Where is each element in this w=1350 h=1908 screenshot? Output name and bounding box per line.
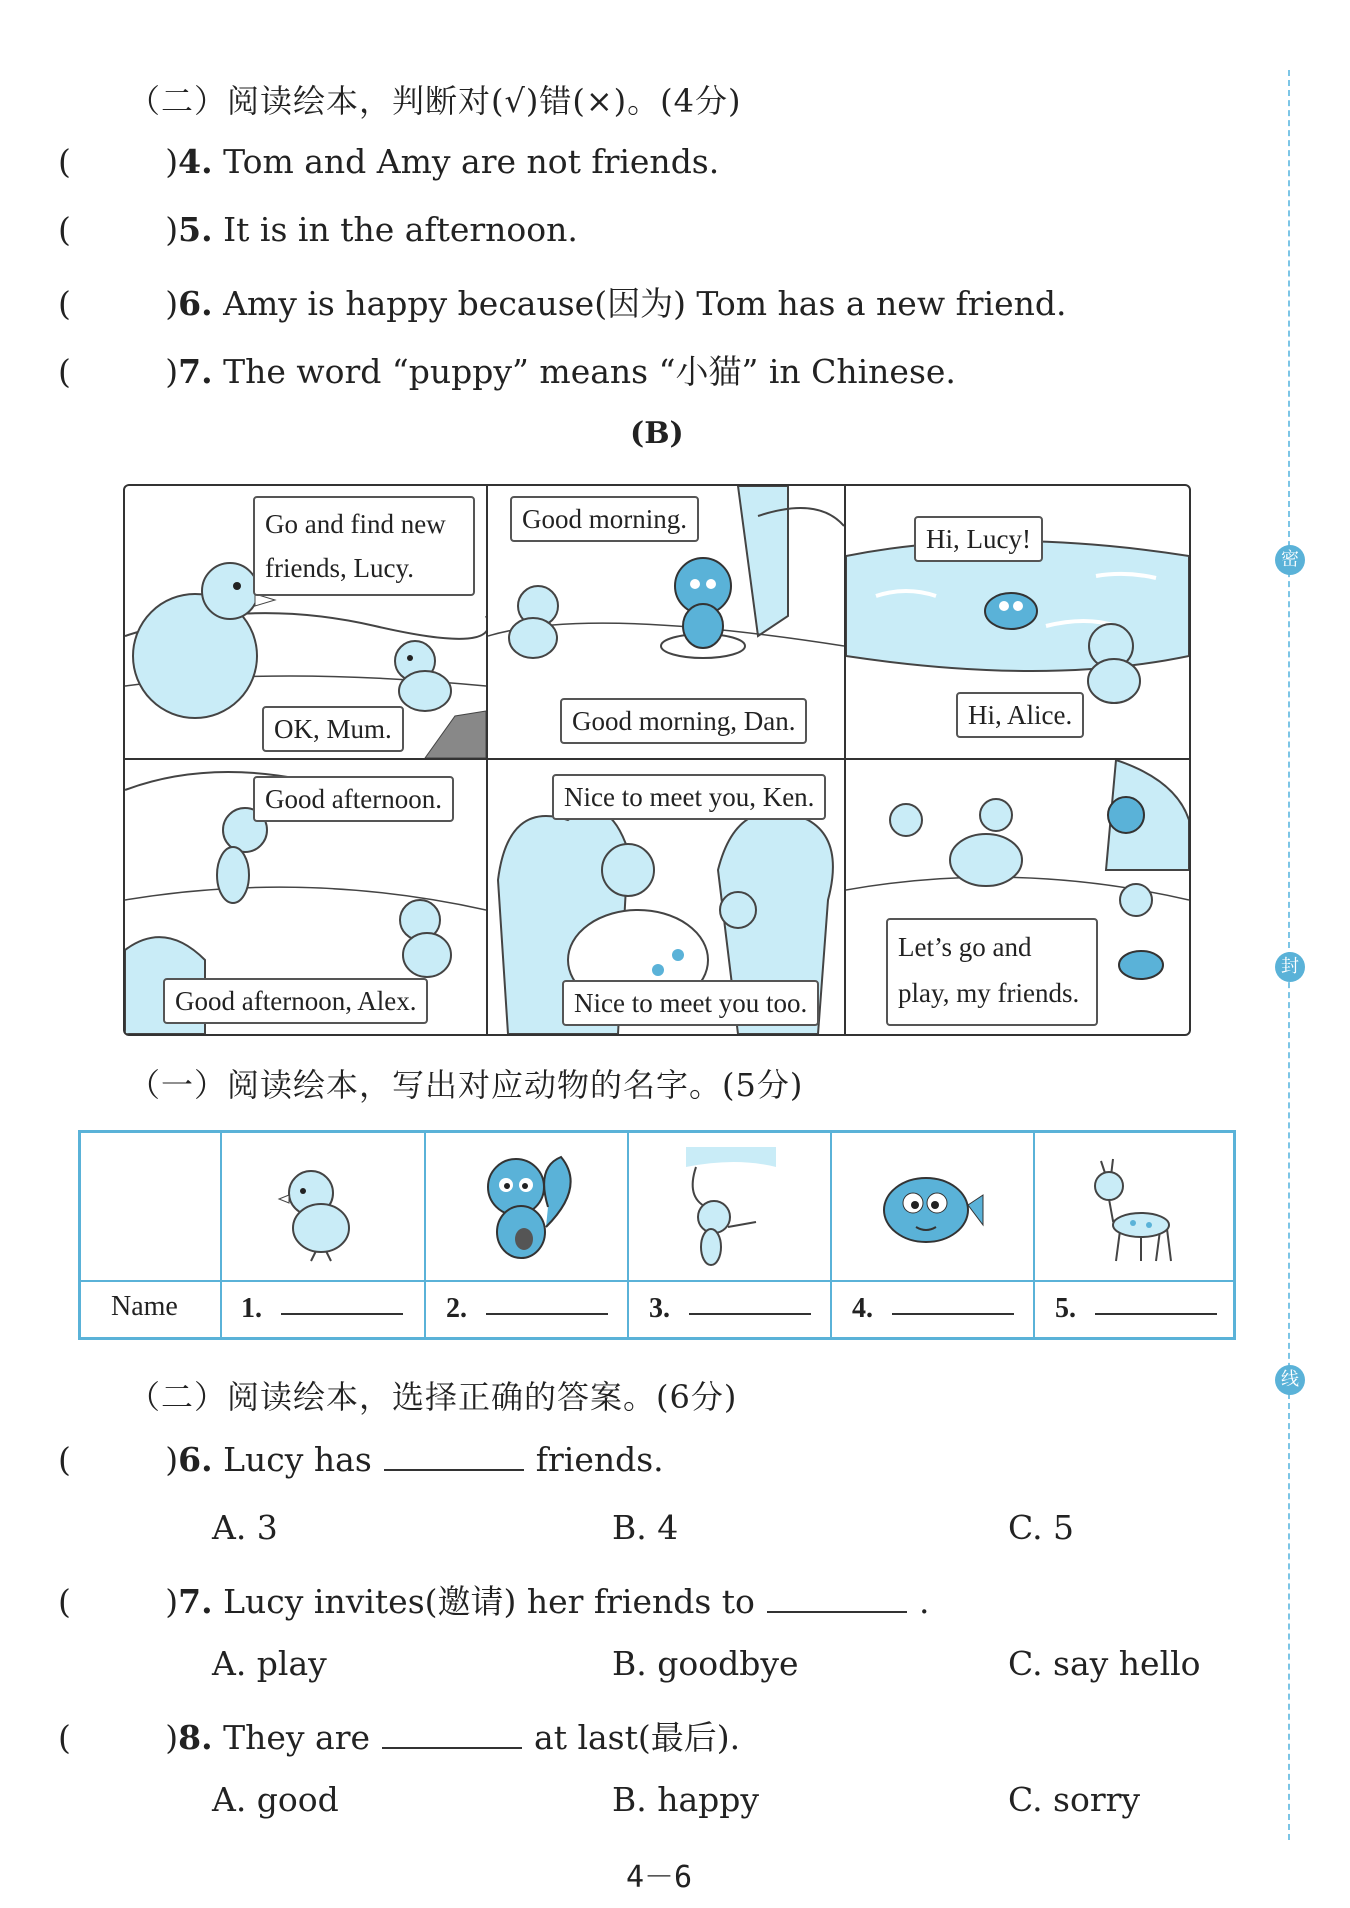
seal-mark: 密 [1275,545,1305,575]
fish-icon [871,1155,991,1265]
fill-blank[interactable] [384,1443,524,1471]
squirrel-icon [466,1147,586,1272]
answer-blank-1[interactable] [281,1313,403,1315]
answer-paren[interactable]: ( ) [58,1440,179,1479]
item-text: It is in the afternoon. [223,210,578,249]
mc-question-7 [58,1576,929,1623]
speech-bubble-alex: Good afternoon. [253,776,454,822]
speech-bubble-ken: Nice to meet you too. [562,980,819,1026]
item-num: 5. [178,210,213,249]
deer-icon [1071,1151,1191,1271]
answer-blank-4[interactable] [892,1313,1014,1315]
animal-name-table [78,1130,1236,1340]
question-text-end: . [918,1582,930,1621]
comic-strip [123,484,1191,1036]
speech-bubble-lucy: Let’s go and play, my friends. [886,918,1098,1026]
option-c[interactable]: C. 5 [1008,1508,1075,1547]
speech-bubble-lucy: Nice to meet you, Ken. [552,774,826,820]
item-text: Amy is happy because(因为) Tom has a new friend. [223,284,1067,323]
part1b-heading: （一）阅读绘本，写出对应动物的名字。(5分) [128,1066,804,1104]
answer-blank-2[interactable] [486,1313,608,1315]
comic-panel-2 [488,486,844,758]
option-c[interactable]: C. say hello [1008,1644,1201,1683]
answer-paren[interactable]: ( ) [58,1582,179,1621]
item-text: Tom and Amy are not friends. [223,142,720,181]
speech-bubble-alice: Hi, Lucy! [914,516,1043,562]
tf-item-6 [58,278,1067,325]
fill-blank[interactable] [382,1721,522,1749]
item-num: 6. [178,284,213,323]
answer-paren[interactable]: ( ) [58,1718,179,1757]
tf-item-4 [58,142,719,181]
tf-item-7 [58,346,956,393]
answer-num-3: 3. [649,1293,670,1324]
tf-item-5 [58,210,578,249]
question-text-end: at last(最后). [534,1718,741,1757]
speech-bubble-lucy: Hi, Alice. [956,692,1084,738]
seal-mark: 线 [1275,1365,1305,1395]
page-number: 4－6 [626,1860,693,1895]
question-text-end: friends. [535,1440,664,1479]
answer-paren[interactable]: ( ) [58,142,179,181]
comic-panel-4 [125,760,486,1034]
item-num: 7. [178,352,213,391]
monkey-icon [666,1147,796,1272]
chick-icon [261,1153,381,1268]
option-b[interactable]: B. 4 [612,1508,679,1547]
option-c[interactable]: C. sorry [1008,1780,1141,1819]
comic-panel-1 [125,486,486,758]
part2-heading: （二）阅读绘本，判断对(√)错(×)。(4分) [128,82,742,120]
item-num: 4. [178,142,213,181]
option-a[interactable]: A. play [212,1644,327,1683]
comic-panel-3 [846,486,1189,758]
option-a[interactable]: A. good [212,1780,339,1819]
question-text: Lucy has [223,1440,372,1479]
speech-bubble-lucy: OK, Mum. [262,706,404,752]
item-text: The word “puppy” means “小猫” in Chinese. [223,352,956,391]
question-num: 6. [178,1440,213,1479]
mc-question-8 [58,1712,740,1759]
question-num: 8. [178,1718,213,1757]
option-a[interactable]: A. 3 [212,1508,278,1547]
answer-paren[interactable]: ( ) [58,352,179,391]
speech-bubble-lucy: Good afternoon, Alex. [163,978,428,1024]
answer-paren[interactable]: ( ) [58,210,179,249]
answer-paren[interactable]: ( ) [58,284,179,323]
mc-question-6 [58,1440,664,1479]
answer-num-5: 5. [1055,1293,1076,1324]
answer-blank-5[interactable] [1095,1313,1217,1315]
comic-panel-5 [488,760,844,1034]
question-text: Lucy invites(邀请) her friends to [223,1582,755,1621]
question-text: They are [223,1718,371,1757]
part2b-heading: （二）阅读绘本，选择正确的答案。(6分) [128,1378,738,1416]
comic-panel-6 [846,760,1189,1034]
speech-bubble-lucy: Good morning, Dan. [560,698,807,744]
seal-mark: 封 [1275,952,1305,982]
speech-bubble-dan: Good morning. [510,496,699,542]
answer-blank-3[interactable] [689,1313,811,1315]
option-b[interactable]: B. happy [612,1780,760,1819]
speech-bubble-hen: Go and find new friends, Lucy. [253,496,475,596]
section-b-label: (B) [630,416,684,451]
answer-num-1: 1. [241,1293,262,1324]
option-b[interactable]: B. goodbye [612,1644,799,1683]
fill-blank[interactable] [767,1585,907,1613]
answer-num-2: 2. [446,1293,467,1324]
name-label: Name [111,1291,178,1322]
question-num: 7. [178,1582,213,1621]
answer-num-4: 4. [852,1293,873,1324]
